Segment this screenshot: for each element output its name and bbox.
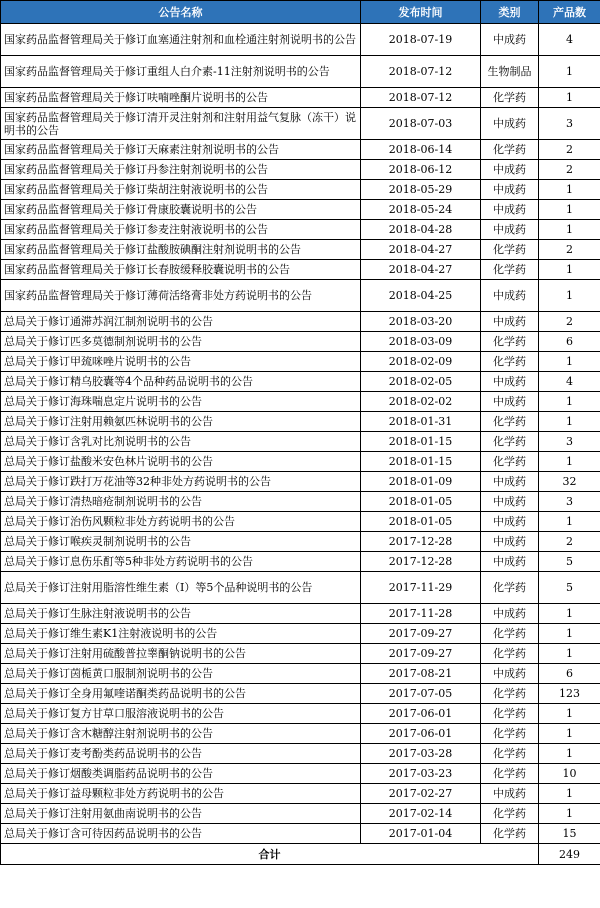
publish-date-cell: 2017-03-28 bbox=[361, 744, 481, 764]
category-cell: 化学药 bbox=[481, 572, 539, 604]
category-cell: 化学药 bbox=[481, 352, 539, 372]
category-cell: 化学药 bbox=[481, 412, 539, 432]
announcement-name-cell: 总局关于修订喉疾灵制剂说明书的公告 bbox=[1, 532, 361, 552]
publish-date-cell: 2017-01-04 bbox=[361, 824, 481, 844]
publish-date-cell: 2018-04-27 bbox=[361, 240, 481, 260]
table-row[interactable] bbox=[1, 412, 600, 432]
publish-date-cell: 2017-12-28 bbox=[361, 532, 481, 552]
announcement-name-cell: 总局关于修订含可待因药品说明书的公告 bbox=[1, 824, 361, 844]
table-row[interactable] bbox=[1, 684, 600, 704]
table-row[interactable] bbox=[1, 532, 600, 552]
publish-date-cell: 2017-11-29 bbox=[361, 572, 481, 604]
publish-date-cell: 2018-05-29 bbox=[361, 180, 481, 200]
product-count-cell: 6 bbox=[539, 664, 600, 684]
table-row[interactable] bbox=[1, 220, 600, 240]
announcement-name-cell: 国家药品监督管理局关于修订参麦注射液说明书的公告 bbox=[1, 220, 361, 240]
table-row[interactable] bbox=[1, 180, 600, 200]
table-row[interactable] bbox=[1, 240, 600, 260]
announcement-name-cell: 总局关于修订全身用氟喹诺酮类药品说明书的公告 bbox=[1, 684, 361, 704]
table-row[interactable] bbox=[1, 512, 600, 532]
header-row bbox=[1, 1, 600, 24]
publish-date-cell: 2018-07-19 bbox=[361, 24, 481, 56]
table-row[interactable] bbox=[1, 108, 600, 140]
table-row[interactable] bbox=[1, 332, 600, 352]
category-cell: 中成药 bbox=[481, 604, 539, 624]
category-cell: 化学药 bbox=[481, 824, 539, 844]
announcement-name-cell: 国家药品监督管理局关于修订薄荷活络膏非处方药说明书的公告 bbox=[1, 280, 361, 312]
category-cell: 化学药 bbox=[481, 764, 539, 784]
announcement-name-cell: 国家药品监督管理局关于修订丹参注射剂说明书的公告 bbox=[1, 160, 361, 180]
category-cell: 中成药 bbox=[481, 784, 539, 804]
table-row[interactable] bbox=[1, 644, 600, 664]
publish-date-cell: 2018-03-20 bbox=[361, 312, 481, 332]
category-cell: 生物制品 bbox=[481, 56, 539, 88]
category-cell: 化学药 bbox=[481, 240, 539, 260]
product-count-cell: 2 bbox=[539, 532, 600, 552]
announcement-name-cell: 总局关于修订跌打万花油等32种非处方药说明书的公告 bbox=[1, 472, 361, 492]
announcement-name-cell: 总局关于修订注射用脂溶性维生素（Ⅰ）等5个品种说明书的公告 bbox=[1, 572, 361, 604]
category-cell: 化学药 bbox=[481, 644, 539, 664]
category-cell: 化学药 bbox=[481, 260, 539, 280]
product-count-cell: 3 bbox=[539, 108, 600, 140]
product-count-cell: 1 bbox=[539, 604, 600, 624]
category-cell: 中成药 bbox=[481, 200, 539, 220]
product-count-cell: 1 bbox=[539, 200, 600, 220]
product-count-cell: 15 bbox=[539, 824, 600, 844]
publish-date-cell: 2018-01-05 bbox=[361, 512, 481, 532]
total-row bbox=[1, 844, 600, 865]
category-cell: 中成药 bbox=[481, 532, 539, 552]
announcement-name-cell: 总局关于修订息伤乐酊等5种非处方药说明书的公告 bbox=[1, 552, 361, 572]
product-count-cell: 1 bbox=[539, 624, 600, 644]
announcement-name-cell: 总局关于修订复方甘草口服溶液说明书的公告 bbox=[1, 704, 361, 724]
publish-date-cell: 2018-01-15 bbox=[361, 432, 481, 452]
header-category[interactable]: 类别 bbox=[481, 1, 539, 24]
publish-date-cell: 2018-01-31 bbox=[361, 412, 481, 432]
product-count-cell: 1 bbox=[539, 452, 600, 472]
table-row[interactable] bbox=[1, 804, 600, 824]
table-row[interactable] bbox=[1, 312, 600, 332]
table-row[interactable] bbox=[1, 140, 600, 160]
product-count-cell: 2 bbox=[539, 240, 600, 260]
table-row[interactable] bbox=[1, 824, 600, 844]
table-row[interactable] bbox=[1, 664, 600, 684]
table-row[interactable] bbox=[1, 452, 600, 472]
category-cell: 化学药 bbox=[481, 332, 539, 352]
announcement-name-cell: 国家药品监督管理局关于修订天麻素注射剂说明书的公告 bbox=[1, 140, 361, 160]
announcement-name-cell: 总局关于修订精乌胶囊等4个品种药品说明书的公告 bbox=[1, 372, 361, 392]
table-row[interactable] bbox=[1, 160, 600, 180]
product-count-cell: 1 bbox=[539, 392, 600, 412]
product-count-cell: 1 bbox=[539, 220, 600, 240]
category-cell: 中成药 bbox=[481, 108, 539, 140]
table-row[interactable] bbox=[1, 372, 600, 392]
publish-date-cell: 2018-04-25 bbox=[361, 280, 481, 312]
table-row[interactable] bbox=[1, 352, 600, 372]
publish-date-cell: 2018-05-24 bbox=[361, 200, 481, 220]
announcement-name-cell: 国家药品监督管理局关于修订柴胡注射液说明书的公告 bbox=[1, 180, 361, 200]
announcement-name-cell: 国家药品监督管理局关于修订清开灵注射剂和注射用益气复脉（冻干）说明书的公告 bbox=[1, 108, 361, 140]
product-count-cell: 2 bbox=[539, 312, 600, 332]
publish-date-cell: 2018-06-14 bbox=[361, 140, 481, 160]
category-cell: 化学药 bbox=[481, 452, 539, 472]
announcement-name-cell: 总局关于修订烟酸类调脂药品说明书的公告 bbox=[1, 764, 361, 784]
table-row[interactable] bbox=[1, 744, 600, 764]
product-count-cell: 1 bbox=[539, 704, 600, 724]
total-value: 249 bbox=[539, 844, 600, 865]
product-count-cell: 1 bbox=[539, 88, 600, 108]
category-cell: 化学药 bbox=[481, 804, 539, 824]
category-cell: 中成药 bbox=[481, 372, 539, 392]
publish-date-cell: 2018-02-05 bbox=[361, 372, 481, 392]
table-row[interactable] bbox=[1, 572, 600, 604]
table-row[interactable] bbox=[1, 392, 600, 412]
table-row[interactable] bbox=[1, 200, 600, 220]
product-count-cell: 1 bbox=[539, 744, 600, 764]
announcement-name-cell: 总局关于修订生脉注射液说明书的公告 bbox=[1, 604, 361, 624]
product-count-cell: 2 bbox=[539, 140, 600, 160]
category-cell: 中成药 bbox=[481, 392, 539, 412]
table-row[interactable] bbox=[1, 88, 600, 108]
table-row[interactable] bbox=[1, 704, 600, 724]
category-cell: 中成药 bbox=[481, 492, 539, 512]
announcement-name-cell: 总局关于修订甲巯咪唑片说明书的公告 bbox=[1, 352, 361, 372]
announcement-name-cell: 国家药品监督管理局关于修订呋喃唑酮片说明书的公告 bbox=[1, 88, 361, 108]
table-row[interactable] bbox=[1, 280, 600, 312]
table-row[interactable] bbox=[1, 784, 600, 804]
category-cell: 化学药 bbox=[481, 624, 539, 644]
product-count-cell: 6 bbox=[539, 332, 600, 352]
table-row[interactable] bbox=[1, 260, 600, 280]
publish-date-cell: 2017-02-27 bbox=[361, 784, 481, 804]
announcement-name-cell: 总局关于修订含乳对比剂说明书的公告 bbox=[1, 432, 361, 452]
category-cell: 中成药 bbox=[481, 664, 539, 684]
publish-date-cell: 2018-01-15 bbox=[361, 452, 481, 472]
category-cell: 化学药 bbox=[481, 88, 539, 108]
category-cell: 化学药 bbox=[481, 432, 539, 452]
publish-date-cell: 2017-06-01 bbox=[361, 724, 481, 744]
announcement-name-cell: 总局关于修订注射用赖氨匹林说明书的公告 bbox=[1, 412, 361, 432]
publish-date-cell: 2018-07-12 bbox=[361, 56, 481, 88]
table-row[interactable] bbox=[1, 604, 600, 624]
table-row[interactable] bbox=[1, 724, 600, 744]
announcement-name-cell: 国家药品监督管理局关于修订重组人白介素-11注射剂说明书的公告 bbox=[1, 56, 361, 88]
table-row[interactable] bbox=[1, 432, 600, 452]
table-row[interactable] bbox=[1, 492, 600, 512]
publish-date-cell: 2018-01-09 bbox=[361, 472, 481, 492]
product-count-cell: 1 bbox=[539, 724, 600, 744]
announcement-name-cell: 国家药品监督管理局关于修订盐酸胺碘酮注射剂说明书的公告 bbox=[1, 240, 361, 260]
publish-date-cell: 2018-03-09 bbox=[361, 332, 481, 352]
product-count-cell: 3 bbox=[539, 432, 600, 452]
announcement-name-cell: 总局关于修订治伤风颗粒非处方药说明书的公告 bbox=[1, 512, 361, 532]
table-row[interactable] bbox=[1, 552, 600, 572]
product-count-cell: 1 bbox=[539, 260, 600, 280]
publish-date-cell: 2017-12-28 bbox=[361, 552, 481, 572]
publish-date-cell: 2017-06-01 bbox=[361, 704, 481, 724]
product-count-cell: 1 bbox=[539, 644, 600, 664]
publish-date-cell: 2017-11-28 bbox=[361, 604, 481, 624]
product-count-cell: 1 bbox=[539, 56, 600, 88]
category-cell: 中成药 bbox=[481, 312, 539, 332]
product-count-cell: 4 bbox=[539, 372, 600, 392]
announcement-name-cell: 总局关于修订注射用硫酸普拉睾酮钠说明书的公告 bbox=[1, 644, 361, 664]
category-cell: 化学药 bbox=[481, 744, 539, 764]
announcement-name-cell: 总局关于修订盐酸米安色林片说明书的公告 bbox=[1, 452, 361, 472]
product-count-cell: 1 bbox=[539, 280, 600, 312]
product-count-cell: 1 bbox=[539, 512, 600, 532]
product-count-cell: 3 bbox=[539, 492, 600, 512]
table-row[interactable] bbox=[1, 472, 600, 492]
product-count-cell: 32 bbox=[539, 472, 600, 492]
category-cell: 中成药 bbox=[481, 512, 539, 532]
publish-date-cell: 2018-02-02 bbox=[361, 392, 481, 412]
product-count-cell: 1 bbox=[539, 412, 600, 432]
publish-date-cell: 2018-07-12 bbox=[361, 88, 481, 108]
category-cell: 中成药 bbox=[481, 472, 539, 492]
category-cell: 中成药 bbox=[481, 180, 539, 200]
announcement-name-cell: 总局关于修订含木糖醇注射剂说明书的公告 bbox=[1, 724, 361, 744]
announcement-name-cell: 国家药品监督管理局关于修订骨康胶囊说明书的公告 bbox=[1, 200, 361, 220]
publish-date-cell: 2017-09-27 bbox=[361, 624, 481, 644]
publish-date-cell: 2017-03-23 bbox=[361, 764, 481, 784]
publish-date-cell: 2018-04-28 bbox=[361, 220, 481, 240]
announcement-name-cell: 总局关于修订茵栀黄口服制剂说明书的公告 bbox=[1, 664, 361, 684]
announcement-name-cell: 总局关于修订通滞苏润江制剂说明书的公告 bbox=[1, 312, 361, 332]
table-body bbox=[1, 24, 600, 844]
table-row[interactable] bbox=[1, 56, 600, 88]
announcement-name-cell: 总局关于修订注射用氨曲南说明书的公告 bbox=[1, 804, 361, 824]
publish-date-cell: 2018-02-09 bbox=[361, 352, 481, 372]
publish-date-cell: 2017-08-21 bbox=[361, 664, 481, 684]
category-cell: 中成药 bbox=[481, 160, 539, 180]
category-cell: 中成药 bbox=[481, 220, 539, 240]
announcement-name-cell: 总局关于修订清热暗疮制剂说明书的公告 bbox=[1, 492, 361, 512]
publish-date-cell: 2018-07-03 bbox=[361, 108, 481, 140]
publish-date-cell: 2017-09-27 bbox=[361, 644, 481, 664]
announcement-name-cell: 总局关于修订海珠喘息定片说明书的公告 bbox=[1, 392, 361, 412]
product-count-cell: 1 bbox=[539, 352, 600, 372]
product-count-cell: 5 bbox=[539, 572, 600, 604]
category-cell: 中成药 bbox=[481, 552, 539, 572]
announcement-name-cell: 国家药品监督管理局关于修订长春胺缓释胶囊说明书的公告 bbox=[1, 260, 361, 280]
product-count-cell: 123 bbox=[539, 684, 600, 704]
announcement-name-cell: 总局关于修订麦考酚类药品说明书的公告 bbox=[1, 744, 361, 764]
announcement-name-cell: 总局关于修订匹多莫德制剂说明书的公告 bbox=[1, 332, 361, 352]
category-cell: 化学药 bbox=[481, 684, 539, 704]
announcement-name-cell: 国家药品监督管理局关于修订血塞通注射剂和血栓通注射剂说明书的公告 bbox=[1, 24, 361, 56]
header-name[interactable]: 公告名称 bbox=[1, 1, 361, 24]
header-count[interactable]: 产品数 bbox=[539, 1, 600, 24]
total-label: 合计 bbox=[1, 844, 539, 865]
category-cell: 中成药 bbox=[481, 24, 539, 56]
table-row[interactable] bbox=[1, 24, 600, 56]
product-count-cell: 1 bbox=[539, 784, 600, 804]
product-count-cell: 4 bbox=[539, 24, 600, 56]
table-row[interactable] bbox=[1, 624, 600, 644]
publish-date-cell: 2018-01-05 bbox=[361, 492, 481, 512]
table-row[interactable] bbox=[1, 764, 600, 784]
category-cell: 化学药 bbox=[481, 704, 539, 724]
product-count-cell: 5 bbox=[539, 552, 600, 572]
publish-date-cell: 2017-02-14 bbox=[361, 804, 481, 824]
publish-date-cell: 2017-07-05 bbox=[361, 684, 481, 704]
product-count-cell: 1 bbox=[539, 804, 600, 824]
publish-date-cell: 2018-04-27 bbox=[361, 260, 481, 280]
announcement-name-cell: 总局关于修订益母颗粒非处方药说明书的公告 bbox=[1, 784, 361, 804]
category-cell: 中成药 bbox=[481, 280, 539, 312]
product-count-cell: 1 bbox=[539, 180, 600, 200]
category-cell: 化学药 bbox=[481, 140, 539, 160]
product-count-cell: 2 bbox=[539, 160, 600, 180]
category-cell: 化学药 bbox=[481, 724, 539, 744]
announcement-name-cell: 总局关于修订维生素K1注射液说明书的公告 bbox=[1, 624, 361, 644]
header-date[interactable]: 发布时间 bbox=[361, 1, 481, 24]
product-count-cell: 10 bbox=[539, 764, 600, 784]
publish-date-cell: 2018-06-12 bbox=[361, 160, 481, 180]
